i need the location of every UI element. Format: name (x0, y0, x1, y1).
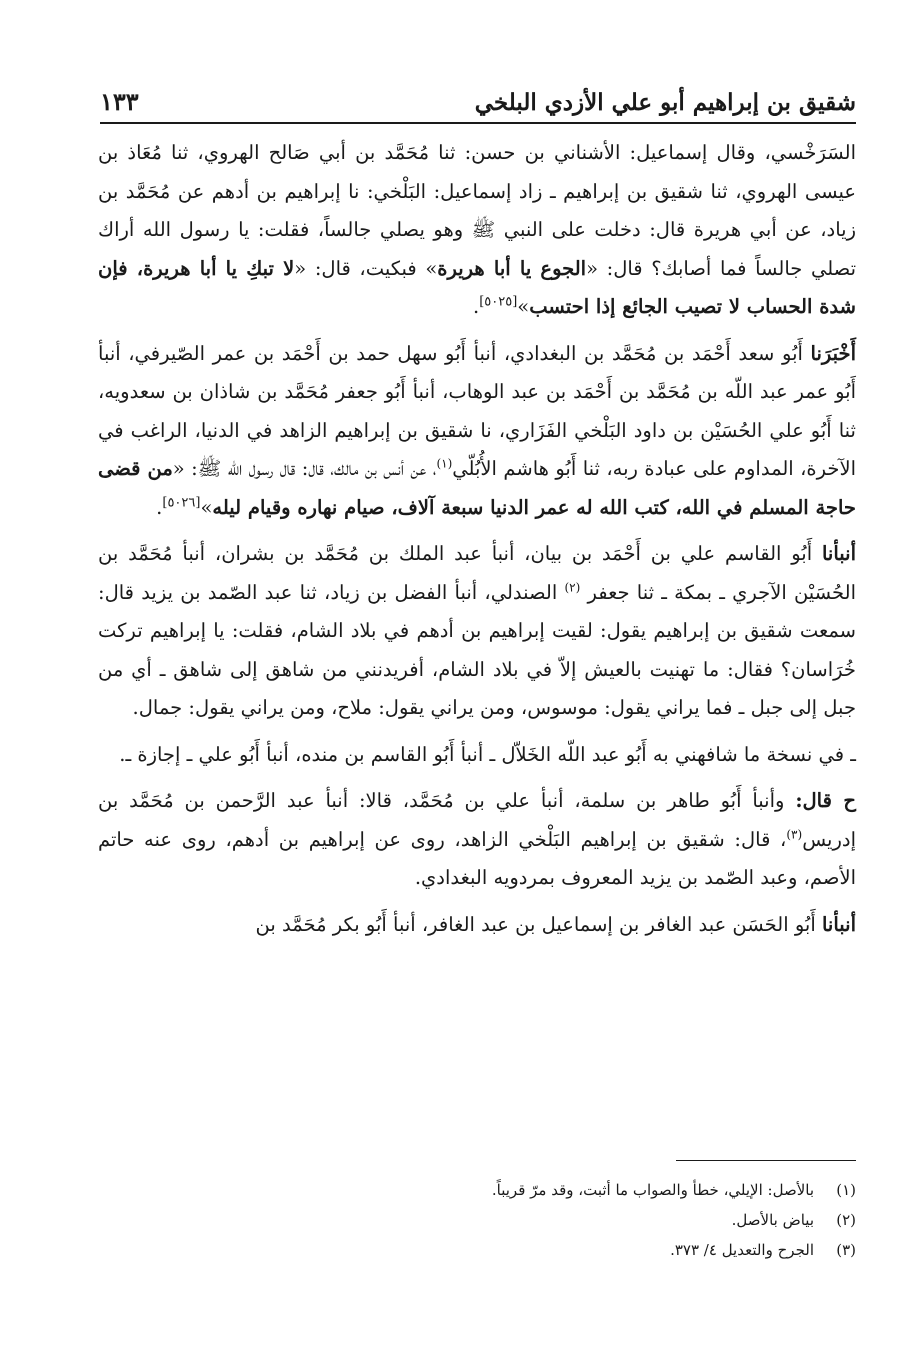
chain-lead-word: أنبأنا (821, 542, 856, 565)
footnote-2 (98, 1205, 856, 1235)
footnote-rule (676, 1160, 856, 1161)
footnote-1 (98, 1175, 856, 1205)
chain-lead-word: ح قال: (795, 789, 856, 812)
hadith-number: [٥٠٢٦] (162, 495, 201, 510)
chain-lead-word: أنبأنا (821, 912, 856, 936)
footnote-number: (١) (836, 1181, 856, 1199)
footnote-text: الجرح والتعديل ٤/ ٣٧٣. (670, 1241, 814, 1259)
footnote-number: (٣) (836, 1241, 856, 1259)
footnote-marker: (١) (436, 456, 453, 471)
page-number: ١٣٣ (100, 87, 139, 116)
running-header (100, 66, 856, 124)
chain-lead-word: أَخْبَرَنا (810, 341, 856, 365)
paragraph-6: أنبأنا أَبُو الحَسَن عبد الغافر بن إسماعيل بن عبد الغافر، أنبأ أَبُو بكر مُحَمَّد بن (255, 912, 856, 936)
footnote-text: بالأصل: الإيلي، خطأ والصواب ما أثبت، وقد مرّ قريباً. (491, 1181, 814, 1199)
paragraph-1: السَرَخْسي، وقال إسماعيل: الأشناني بن حسن: ثنا مُحَمَّد بن أبي صَالح الهروي، ثنا مُعَاذ بن عيسى الهروي، ثنا شقيق بن إبراهيم ـ زاد إسماعيل: البَلْخي: نا إبراهيم بن أدهم عن مُحَمَّد بن زياد، عن أبي هريرة قال: دخلت على النبي ﷺ وهو يصلي جالساً، فقلت: يا رسول الله أراك تصلي جالساً فما أصابك؟ قال: «الجوع يا أبا هريرة» فبكيت، قال: «لا تبكِ يا أبا هريرة، فإن شدة الحساب لا تصيب الجائع إذا احتسب»[٥٠٢٥]. (98, 141, 856, 318)
hadith-quote: لا تبكِ يا أبا هريرة، فإن شدة الحساب لا تصيب الجائع إذا احتسب (98, 256, 856, 318)
footnote-marker: (٣) (786, 827, 803, 841)
footnote-number: (٢) (836, 1211, 856, 1229)
footnote-3 (98, 1235, 856, 1265)
hadith-quote: الجوع يا أبا هريرة (437, 256, 587, 280)
hadith-number: [٥٠٢٥] (479, 294, 518, 310)
header-title: شقيق بن إبراهيم أبو علي الأزدي البلخي (474, 89, 856, 116)
paragraph-5: ح قال: وأنبأ أَبُو طاهر بن سلمة، أنبأ علي بن مُحَمَّد، قالا: أنبأ عبد الرَّحمن بن مُحَمَّد بن إدريس$^{(٣)}$، قال: شقيق بن إبراهيم البَلْخي الزاهد، روى عن إبراهيم بن أدهم، روى عنه حاتم الأصم، وعبد الصّمد بن يزيد المعروف بمردويه البغدادي. (98, 789, 856, 889)
footnote-marker: (٢) (564, 580, 581, 594)
hadith-quote: من قضى حاجة المسلم في الله، كتب الله له عمر الدنيا سبعة آلاف، صيام نهاره وقيام ليله (98, 457, 856, 519)
footnote-text: بياض بالأصل. (731, 1211, 814, 1229)
main-text (98, 134, 856, 952)
paragraph-2: أَخْبَرَنا أَبُو سعد أَحْمَد بن مُحَمَّد بن البغدادي، أنبأ أَبُو سهل حمد بن أَحْمَد بن عمر الصّيرفي، أنبأ أَبُو عمر عبد اللّه بن مُحَمَّد بن أَحْمَد بن عبد الوهاب، أنبأ أَبُو جعفر مُحَمَّد بن شاذان بن سعدويه، ثنا أَبُو علي الحُسَيْن بن داود البَلْخي الفَزَاري، نا شقيق بن إبراهيم الزاهد في الدنيا، الراغب في الآخرة، المداوم على عبادة ربه، ثنا أَبُو هاشم الأُبُلّي$^{(١)}$، عن أنس بن مالك، قال: قال رسول الله ﷺ: «من قضى حاجة المسلم في الله، كتب الله له عمر الدنيا سبعة آلاف، صيام نهاره وقيام ليله»[٥٠٢٦]. (98, 341, 856, 519)
footnotes (98, 1160, 856, 1265)
paragraph-3: أنبأنا أَبُو القاسم علي بن أَحْمَد بن بيان، أنبأ عبد الملك بن مُحَمَّد بن بشران، أنبأ مُحَمَّد بن الحُسَيْن الآجري ـ بمكة ـ ثنا جعفر $^{(٢)}$ الصندلي، أنبأ الفضل بن زياد، ثنا عبد الصّمد بن يزيد قال: سمعت شقيق بن إبراهيم يقول: لقيت إبراهيم بن أدهم في بلاد الشام، فقلت: يا إبراهيم تركت خُرَاسان؟ فقال: ما تهنيت بالعيش إلاّ في بلاد الشام، أفريدنني من شاهق إلى شاهق ـ أي من جبل إلى جبل ـ فما يراني يقول: موسوس، ومن يراني يقول: ملاح، ومن يراني يقول: جمال. (98, 542, 857, 719)
paragraph-4: ـ في نسخة ما شافهني به أَبُو عبد اللّه الخَلاّل ـ أنبأ أَبُو القاسم بن منده، أنبأ أَبُو علي ـ إجازة ـ. (119, 742, 856, 766)
